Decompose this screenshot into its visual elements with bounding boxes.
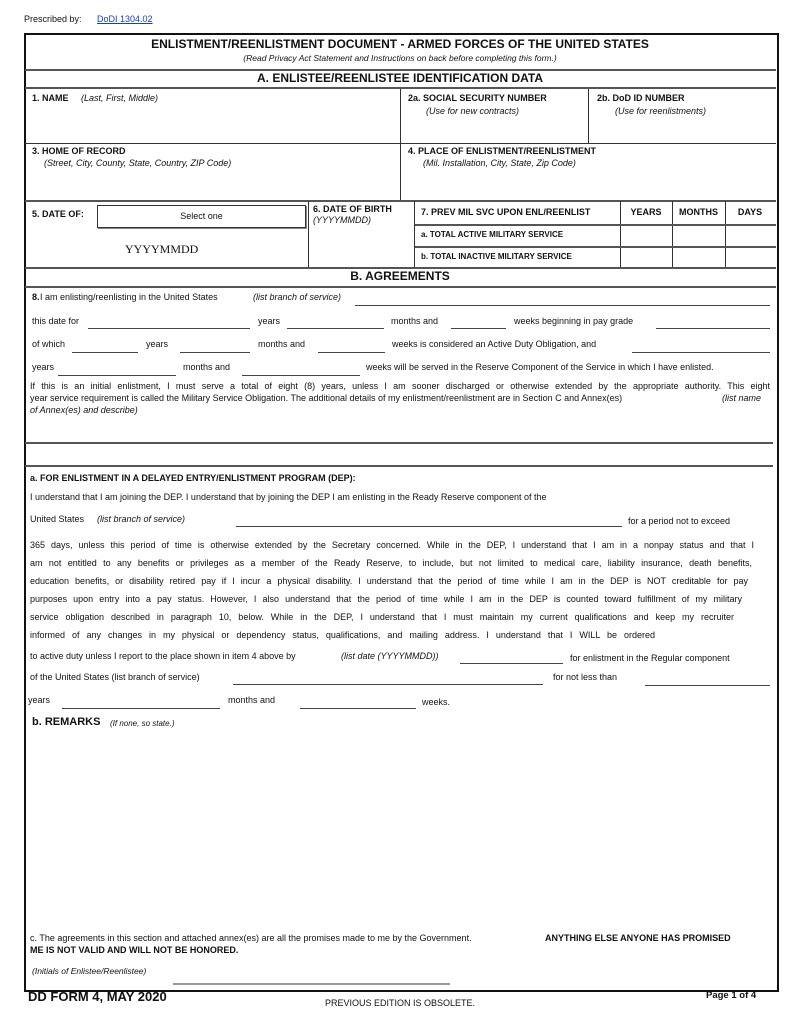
prescribed-link[interactable]: DoDI 1304.02 <box>97 14 153 24</box>
text: of which <box>32 339 66 349</box>
name-hint: (Last, First, Middle) <box>81 93 159 103</box>
inactive-service-label: b. TOTAL INACTIVE MILITARY SERVICE <box>421 252 572 261</box>
dep-paragraph-line: purposes upon entry into a pay status. However, I also understand that the period of time while I am in the DEP is counted toward fulfillment of my military <box>30 594 742 604</box>
dob-label: 6. DATE OF BIRTH <box>313 204 392 214</box>
dep-heading: a. FOR ENLISTMENT IN A DELAYED ENTRY/ENLISTMENT PROGRAM (DEP): <box>30 473 356 483</box>
ado-years-input[interactable] <box>72 352 138 353</box>
place-label: 4. PLACE OF ENLISTMENT/REENLISTMENT <box>408 146 597 156</box>
divider <box>25 200 776 202</box>
ado-months-input[interactable] <box>180 352 250 353</box>
inactive-months-field[interactable] <box>673 248 724 266</box>
dep-paragraph-line: service obligation described in paragraph 10, below. While in the DEP, I understand that I must maintain my current qualifications and keep my recruiter <box>30 612 734 622</box>
col-days: DAYS <box>737 207 763 217</box>
initials-label: (Initials of Enlistee/Reenlistee) <box>32 966 147 976</box>
msa-paragraph-hint: (list name <box>722 393 762 403</box>
item8-hint: (list branch of service) <box>253 292 342 302</box>
dep-paragraph-line: am not entitled to any benefits or privileges as a member of the Ready Reserve, to include, but not limited to medical care, liability insurance, death benefits, <box>30 558 752 568</box>
active-years-field[interactable] <box>621 226 671 245</box>
divider <box>25 442 773 444</box>
divider <box>414 201 415 267</box>
date-of-value[interactable]: YYYYMMDD <box>125 242 199 256</box>
dep-hint: (list branch of service) <box>97 514 186 524</box>
text: weeks will be served in the Reserve Component of the Service in which I have enlisted. <box>366 362 714 372</box>
reserve-weeks-input[interactable] <box>242 375 360 376</box>
place-hint: (Mil. Installation, City, State, Zip Code) <box>423 158 576 168</box>
inactive-days-field[interactable] <box>726 248 775 266</box>
dep-text: for not less than <box>553 672 618 682</box>
active-months-field[interactable] <box>673 226 724 245</box>
years-input[interactable] <box>88 328 250 329</box>
text: months and <box>183 362 231 372</box>
remarks-label: b. REMARKS <box>32 716 101 728</box>
dob-hint: (YYYYMMDD) <box>313 215 371 225</box>
pay-grade-input[interactable] <box>656 328 770 329</box>
item8-number: 8. <box>32 292 40 302</box>
dep-paragraph-line: informed of any changes in my physical or dependency status, qualifications, and mailing address. I understand that I WILL be ordered <box>30 630 655 640</box>
report-date-input[interactable] <box>460 663 563 664</box>
dep-paragraph-line: education benefits, or disability retired pay if I incur a physical disability. I understand that the period of time while I am in the DEP is NOT creditable for pay <box>30 576 748 586</box>
text: this date for <box>32 316 80 326</box>
text: months and <box>258 339 306 349</box>
text: years <box>258 316 281 326</box>
form-id: DD FORM 4, MAY 2020 <box>28 989 167 1004</box>
dep-paragraph-line: 365 days, unless this period of time is otherwise extended by the Secretary concerned. While in the DEP, I understand that I am in a nonpay status and that I <box>30 540 754 550</box>
ssn-hint: (Use for new contracts) <box>426 106 520 116</box>
msa-paragraph-line: year service requirement is called the Military Service Obligation. The additional details of my enlistment/reenlistment are in Section C and Annex(es) <box>30 393 623 403</box>
text: years <box>146 339 169 349</box>
text: weeks is considered an Active Duty Obligation, and <box>392 339 597 349</box>
dep-text: years <box>28 695 51 705</box>
initials-input[interactable] <box>173 983 450 985</box>
remarks-textarea[interactable] <box>28 732 772 928</box>
divider <box>25 286 776 288</box>
prescribed-label: Prescribed by: <box>24 14 82 24</box>
reserve-months-input[interactable] <box>58 375 176 376</box>
section-a-heading: A. ENLISTEE/REENLISTEE IDENTIFICATION DATA <box>256 71 543 85</box>
dep-branch-input[interactable] <box>236 526 622 527</box>
page-number: Page 1 of 4 <box>706 990 757 1001</box>
promises-text: c. The agreements in this section and attached annex(es) are all the promises made to me by the Government. <box>30 933 472 943</box>
dep-text: of the United States (list branch of service) <box>30 672 200 682</box>
regular-weeks-input[interactable] <box>300 708 416 709</box>
dob-field[interactable] <box>309 228 413 266</box>
col-years: YEARS <box>630 207 662 217</box>
regular-years-input[interactable] <box>645 685 770 686</box>
text: months and <box>391 316 439 326</box>
ssn-label: 2a. SOCIAL SECURITY NUMBER <box>408 93 547 103</box>
date-of-select-value: Select one <box>180 211 223 221</box>
name-label: 1. NAME <box>32 93 69 103</box>
form-title: ENLISTMENT/REENLISTMENT DOCUMENT - ARMED FORCES OF THE UNITED STATES <box>151 37 649 51</box>
dep-text: for enlistment in the Regular component <box>570 653 730 663</box>
msa-paragraph-hint: of Annex(es) and describe) <box>30 405 138 415</box>
annex-input[interactable] <box>26 418 774 464</box>
date-of-label: 5. DATE OF: <box>32 209 84 219</box>
dodid-label: 2b. DoD ID NUMBER <box>597 93 685 103</box>
promises-bold: ME IS NOT VALID AND WILL NOT BE HONORED. <box>30 945 239 955</box>
dep-text: weeks. <box>422 697 451 707</box>
active-days-field[interactable] <box>726 226 775 245</box>
section-b-heading: B. AGREEMENTS <box>350 269 450 283</box>
col-months: MONTHS <box>679 207 718 217</box>
text: years <box>32 362 55 372</box>
remarks-hint: (If none, so state.) <box>110 719 175 728</box>
prev-svc-label: 7. PREV MIL SVC UPON ENL/REENLIST <box>421 207 591 217</box>
dep-hint: (list date (YYYYMMDD)) <box>341 651 439 661</box>
text: weeks beginning in pay grade <box>514 316 634 326</box>
dep-text: to active duty unless I report to the place shown in item 4 above by <box>30 651 296 661</box>
home-hint: (Street, City, County, State, Country, ZIP Code) <box>44 158 232 168</box>
inactive-years-field[interactable] <box>621 248 671 266</box>
dep-text: for a period not to exceed <box>628 516 731 526</box>
regular-branch-input[interactable] <box>233 684 543 685</box>
months-input[interactable] <box>287 328 384 329</box>
msa-paragraph-line: If this is an initial enlistment, I must serve a total of eight (8) years, unless I am sooner discharged or otherwise extended by the appropriate authority. This eight <box>30 381 770 391</box>
dep-text: United States <box>30 514 85 524</box>
weeks-input[interactable] <box>451 328 506 329</box>
active-service-label: a. TOTAL ACTIVE MILITARY SERVICE <box>421 230 564 239</box>
ado-weeks-input[interactable] <box>318 352 385 353</box>
dodid-hint: (Use for reenlistments) <box>615 106 707 116</box>
form-subtitle: (Read Privacy Act Statement and Instructions on back before completing this form.) <box>243 53 557 63</box>
dep-text: I understand that I am joining the DEP. I understand that by joining the DEP I am enlisting in the Ready Reserve component of the <box>30 492 547 502</box>
edition-note: PREVIOUS EDITION IS OBSOLETE. <box>324 998 476 1008</box>
promises-bold: ANYTHING ELSE ANYONE HAS PROMISED <box>545 933 731 943</box>
branch-of-service-input[interactable] <box>355 305 770 306</box>
dep-text: months and <box>228 695 276 705</box>
regular-months-input[interactable] <box>62 708 220 709</box>
divider <box>25 465 773 467</box>
item8-text: I am enlisting/reenlisting in the United States <box>40 292 218 302</box>
home-label: 3. HOME OF RECORD <box>32 146 126 156</box>
reserve-years-input[interactable] <box>632 352 770 353</box>
